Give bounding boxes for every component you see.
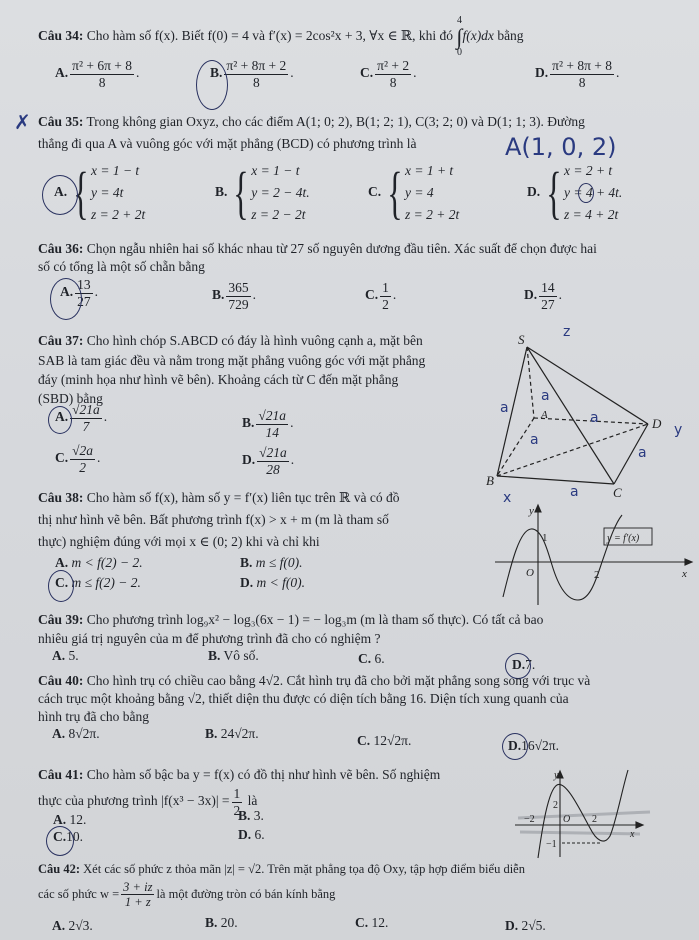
option-b[interactable]: B. { x = 1 − t y = 2 − 4t. z = 2 − 2t (215, 160, 310, 225)
option-text: m < f(0). (256, 575, 305, 590)
option-text: m ≤ f(0). (255, 555, 303, 570)
option-text: 12. (371, 915, 389, 930)
option-text: 12√2π. (373, 733, 412, 748)
stem-text: thực của phương trình |f(x³ − 3x)| = (38, 793, 230, 809)
numerator: 13 (77, 277, 91, 292)
handwritten-label: a (570, 484, 579, 500)
stem-text: Cho phương trình log₉x² − log₃(6x − 1) = − log₃m (m là tham số thực). Có tất cả bao (86, 612, 544, 627)
curve-legend: y = f′(x) (607, 533, 640, 544)
origin-label: O (563, 814, 571, 825)
question-label: Câu 39: (38, 612, 84, 627)
option-key: D. (524, 287, 538, 303)
numerator: 365 (228, 280, 249, 295)
question-label: Câu 38: (38, 490, 84, 505)
option-c[interactable]: C. $\frac{√2a}{2}$ . (55, 443, 101, 475)
option-text: m ≤ f(2) − 2. (71, 575, 141, 590)
option-d[interactable] (505, 918, 546, 934)
option-key: A. (52, 918, 66, 933)
option-key: C. (365, 287, 379, 303)
question-label: Câu 36: (38, 241, 84, 256)
option-d[interactable]: D. $\frac{√21a}{28}$ . (242, 445, 295, 477)
option-key: C. (357, 733, 371, 748)
question-39-line2: nhiêu giá trị nguyên của m để phương trình đã cho có nghiệm ? (38, 631, 381, 646)
numerator: π² + 6π + 8 (72, 58, 133, 73)
denominator: 8 (578, 74, 586, 90)
eq-line: z = 2 + 2t (90, 207, 146, 222)
option-key: A. (53, 812, 67, 827)
eq-line: x = 1 − t (251, 163, 300, 178)
option-c[interactable] (355, 915, 388, 931)
option-key: B. (215, 184, 228, 200)
option-a[interactable]: A. { x = 1 − t y = 4t z = 2 + 2t (54, 160, 146, 225)
handwritten-label: a (500, 400, 509, 416)
integrand: f(x)dx (462, 28, 494, 44)
option-c[interactable]: C. $\frac{\text{π² + 2}}{8}$ . (360, 58, 417, 90)
option-key: B. (205, 915, 218, 930)
option-key: A. (52, 726, 66, 741)
option-key: A. (55, 409, 69, 425)
question-label: Câu 34: (38, 28, 84, 44)
question-40-line2: cách trục một khoảng bằng √2, thiết diện thu được có diện tích bằng 16. Diện tích xung quanh của (38, 691, 569, 706)
vertex-label-c: C (613, 485, 622, 500)
cross-mark: ✗ (14, 110, 31, 134)
eq-line: z = 2 + 2t (404, 207, 460, 222)
question-37-line3: đáy (minh họa như hình vẽ bên). Khoảng cách từ C đến mặt phẳng (38, 372, 399, 387)
handwritten-label: a (530, 432, 539, 448)
option-key: A. (54, 184, 68, 200)
handwritten-label: x (503, 490, 512, 506)
option-key: A. (55, 65, 69, 81)
denominator: 729 (228, 296, 249, 312)
handwritten-label: a (541, 388, 550, 404)
option-text: 16√2π. (521, 738, 559, 753)
axis-label-y: y (529, 505, 534, 517)
numerator: √21a (258, 408, 287, 423)
eq-line: z = 4 + 2t (563, 207, 619, 222)
eq-line: y = 4 (404, 185, 434, 200)
question-42-line2 (38, 880, 335, 910)
denominator: 14 (265, 424, 279, 440)
option-a[interactable]: A. $\frac{\text{π² + 6π + 8}}{8}$ . (55, 58, 140, 90)
question-37-line2: SAB là tam giác đều và nằm trong mặt phẳng vuông góc với mặt phẳng (38, 353, 426, 368)
handwritten-note: A(1, 0, 2) (505, 133, 617, 161)
option-text: 3. (253, 808, 264, 823)
handwritten-label: a (590, 410, 599, 426)
option-text: Vô số. (223, 648, 259, 663)
tick-label: −2 (524, 814, 535, 825)
option-key: C. (55, 450, 69, 466)
denominator: 27 (77, 293, 91, 309)
option-text: 5. (68, 648, 79, 663)
option-a[interactable]: A. $\frac{√21a}{7}$ . (55, 402, 108, 434)
denominator: 8 (98, 74, 106, 90)
option-text: 6. (254, 827, 265, 842)
stem-text: Chọn ngẫu nhiên hai số khác nhau từ 27 số nguyên dương đầu tiên. Xác suất để chọn được hai (86, 241, 597, 256)
stem-text: Cho hàm số f(x), hàm số y = f′(x) liên tục trên ℝ và có đồ (86, 490, 400, 505)
numerator: √21a (72, 402, 100, 417)
option-key: D. (508, 738, 522, 753)
option-text: 7. (525, 657, 536, 672)
question-42-line1 (38, 862, 525, 877)
tick-label: 2 (592, 814, 597, 825)
denominator: 8 (252, 74, 260, 90)
option-d[interactable]: D. $\frac{\text{π² + 8π + 8}}{8}$ . (535, 58, 620, 90)
option-key: D. (238, 827, 252, 842)
option-key: B. (238, 808, 251, 823)
stem-text: là (247, 793, 258, 809)
question-label: Câu 42: (38, 862, 81, 876)
option-text: 6. (374, 651, 385, 666)
stem-text: là một đường tròn có bán kính bằng (156, 886, 336, 901)
option-text: 12. (69, 812, 87, 827)
stem-text: Cho hàm số bậc ba y = f(x) có đồ thị như hình vẽ bên. Số nghiệm (86, 767, 441, 782)
option-key: B. (205, 726, 218, 741)
option-text: 2√5. (521, 918, 546, 933)
option-b[interactable]: B. $\frac{\text{π² + 8π + 2}}{8}$ . (210, 58, 294, 90)
option-key: B. (212, 287, 225, 303)
option-d[interactable]: D. $\frac{14}{27}$ . (524, 280, 562, 312)
axis-label-x: x (682, 568, 687, 580)
numerator: 1 (382, 280, 389, 295)
option-a[interactable] (52, 918, 93, 934)
option-key: A. (55, 555, 69, 570)
denominator: 2 (382, 296, 389, 312)
origin-label: O (526, 567, 534, 579)
numerator: 3 + iz (123, 880, 153, 894)
option-key: A. (60, 284, 74, 300)
axis-label-x: x (630, 829, 635, 840)
option-key: D. (240, 575, 254, 590)
integral: 4 ∫ 0 (456, 15, 463, 58)
option-key: D. (505, 918, 519, 933)
handwritten-label: z (563, 324, 571, 340)
option-text: 8√2π. (68, 726, 100, 741)
denominator: 1 + z (124, 895, 151, 910)
tick-label: 2 (594, 569, 600, 581)
question-36-line2: số có tổng là một số chẵn bằng (38, 259, 205, 274)
stem-text: Xét các số phức z thỏa mãn |z| = √2. Trên mặt phẳng tọa độ Oxy, tập hợp điểm biểu diễn (83, 862, 525, 876)
numerator: 14 (541, 280, 555, 295)
integral-upper: 4 (456, 15, 462, 26)
option-key: B. (210, 65, 223, 81)
stem-text: các số phức w = (38, 886, 120, 901)
numerator: √2a (72, 443, 94, 458)
stem-text: Trong không gian Oxyz, cho các điểm A(1; 0; 2), B(1; 2; 1), C(3; 2; 0) và D(1; 1; 3). Đường (86, 114, 585, 129)
option-key: C. (53, 829, 67, 844)
vertex-label-d: D (652, 416, 662, 431)
option-key: B. (208, 648, 221, 663)
tick-label: 2 (553, 800, 558, 811)
option-key: D. (512, 657, 526, 672)
question-label: Câu 41: (38, 767, 84, 782)
option-b[interactable]: B. $\frac{√21a}{14}$ . (242, 408, 294, 440)
denominator: 7 (82, 418, 90, 434)
eq-line: y = 2 − 4t. (251, 185, 310, 200)
question-label: Câu 37: (38, 333, 84, 348)
option-key: D. (527, 184, 541, 200)
eq-line: x = 2 + t (563, 163, 613, 178)
denominator: 8 (389, 74, 397, 90)
option-key: C. (358, 651, 372, 666)
option-text: m < f(2) − 2. (71, 555, 143, 570)
numerator: π² + 8π + 2 (226, 58, 287, 73)
eq-line: y = 4t (90, 185, 124, 200)
question-38-line2: thị như hình vẽ bên. Bất phương trình f(x) > x + m (m là tham số (38, 512, 389, 527)
option-text: 24√2π. (220, 726, 259, 741)
option-key: A. (52, 648, 66, 663)
question-label: Câu 40: (38, 673, 84, 688)
option-key: D. (242, 452, 256, 468)
eq-line: x = 1 + t (404, 163, 454, 178)
denominator: 2 (79, 459, 86, 475)
option-b[interactable] (205, 915, 238, 931)
handwritten-label: a (638, 445, 647, 461)
numerator: π² + 2 (377, 58, 410, 73)
denominator: 2 (233, 802, 241, 818)
numerator: √21a (259, 445, 287, 460)
denominator: 28 (266, 461, 280, 477)
axis-label-y: y (554, 770, 559, 781)
option-key: C. (368, 184, 382, 200)
vertex-label-b: B (486, 473, 494, 488)
stem-text: bằng (497, 28, 524, 44)
handwritten-label: y (674, 422, 683, 438)
option-key: C. (360, 65, 374, 81)
eq-line: y = 4 + 4t. (563, 185, 623, 200)
option-c[interactable]: C. { x = 1 + t y = 4 z = 2 + 2t (368, 160, 460, 225)
option-key: C. (355, 915, 369, 930)
option-key: C. (55, 575, 69, 590)
tick-label: 1 (542, 532, 548, 544)
option-key: B. (240, 555, 253, 570)
option-b[interactable]: B. $\frac{365}{729}$ . (212, 280, 257, 312)
numerator: π² + 8π + 8 (552, 58, 613, 73)
question-40-line3: hình trụ đã cho bằng (38, 709, 149, 724)
eq-line: x = 1 − t (90, 163, 140, 178)
option-d[interactable]: D. { x = 2 + t y = 4 + 4t. z = 4 + 2t (527, 160, 623, 225)
question-35-line2: thẳng đi qua A và vuông góc với mặt phẳng (BCD) có phương trình là (38, 136, 417, 151)
option-key: B. (242, 415, 255, 431)
vertex-label-s: S (518, 332, 525, 347)
eq-line: z = 2 − 2t (251, 207, 306, 222)
option-text: 2√3. (68, 918, 93, 933)
question-label: Câu 35: (38, 114, 84, 129)
stem-text: Cho hình chóp S.ABCD có đáy là hình vuông cạnh a, mặt bên (86, 333, 423, 348)
vertex-label-a: A (541, 409, 548, 421)
question-38-line3: thực) nghiệm đúng với mọi x ∈ (0; 2) khi và chỉ khi (38, 534, 320, 549)
stem-text: Cho hàm số f(x). Biết f(0) = 4 và f′(x) = 2cos²x + 3, ∀x ∈ ℝ, khi đó (86, 28, 454, 44)
option-text: 10. (66, 829, 83, 844)
option-key: D. (535, 65, 549, 81)
option-c[interactable]: C. $\frac{1}{2}$ . (365, 280, 397, 312)
question-37-line4: (SBD) bằng (38, 391, 103, 406)
option-text: 20. (220, 915, 238, 930)
denominator: 27 (541, 296, 555, 312)
tick-label: −1 (546, 839, 557, 850)
stem-text: Cho hình trụ có chiều cao bằng 4√2. Cắt hình trụ đã cho bởi mặt phẳng song song với trục và (86, 673, 591, 688)
integral-lower: 0 (456, 47, 462, 58)
numerator: 1 (233, 786, 241, 801)
option-a[interactable]: A. $\frac{13}{27}$ . (60, 277, 98, 309)
